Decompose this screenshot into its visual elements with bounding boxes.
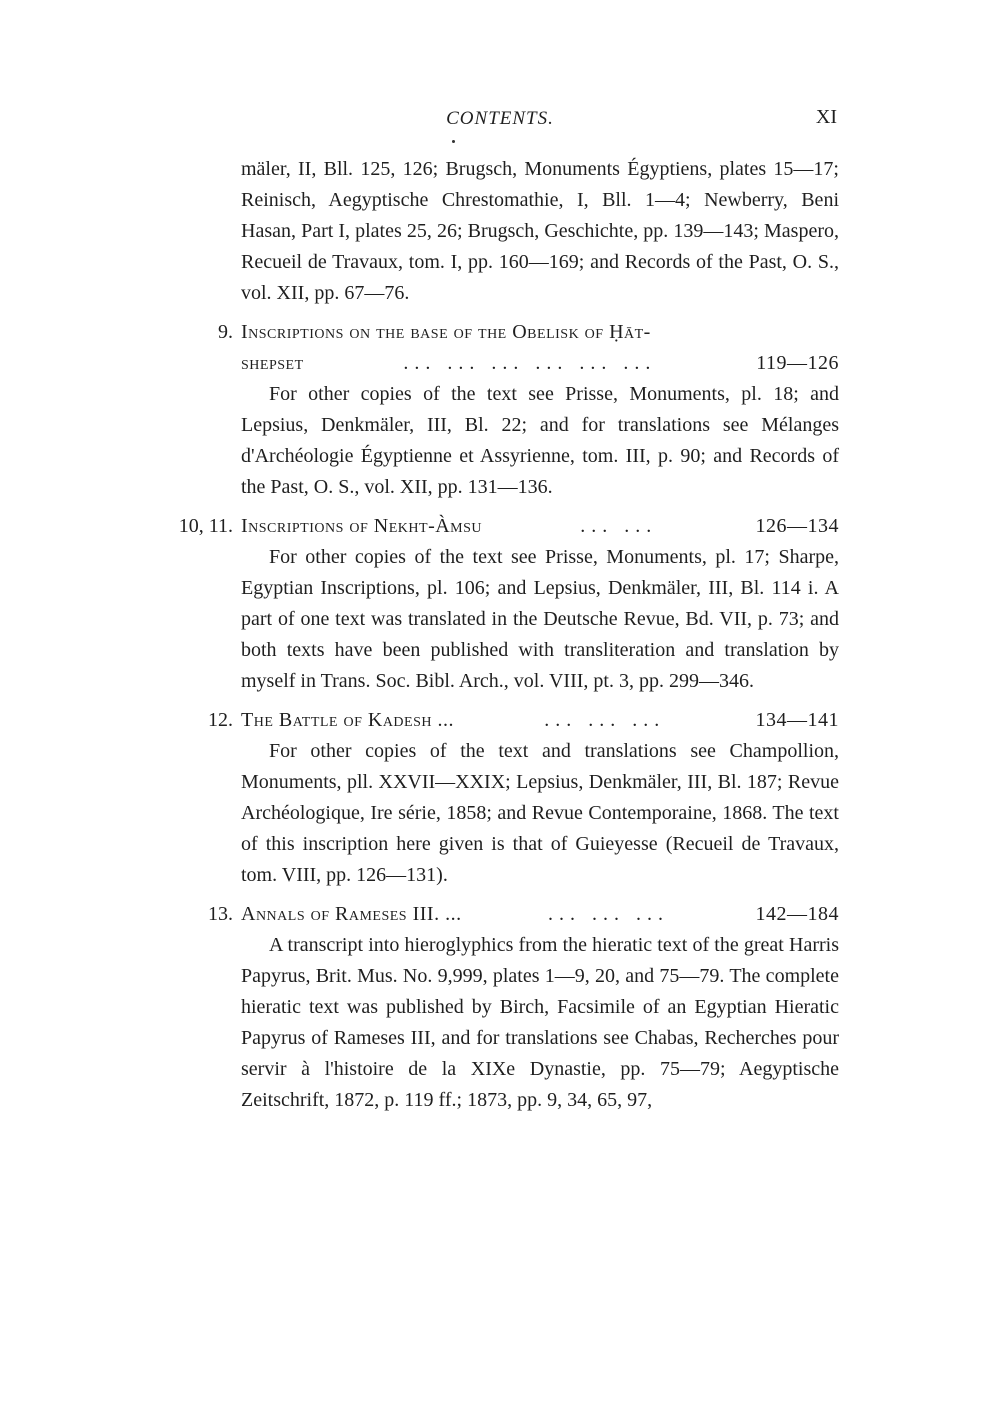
contents-entry-9 [218,317,839,503]
entry-title-line2-row [241,348,839,379]
entry-title-row [241,899,839,930]
entry-title-line1: Inscriptions on the base of the Obelisk of Ḥāt- [241,321,651,343]
entry-number: 9. [218,321,233,343]
entry-number: 10, 11. [178,515,233,537]
entry-description: For other copies of the text see Prisse, Monuments, pl. 17; Sharpe, Egyptian Inscriptions, pl. 106; and Lepsius, Denkmäler, III, Bl. 114 i. A part of one text was translated in the Deutsche Revue, Bd. VII, p. 73; and both texts have been published with transliteration and translation by myself in Trans. Soc. Bibl. Arch., vol. VIII, pt. 3, pp. 299—346. [241,546,839,692]
leader-dots: ... ... ... ... ... ... [403,352,657,374]
contents-entry-10-11 [178,511,839,697]
entry-title-row [241,705,839,736]
entry-title: The Battle of Kadesh ... [241,709,454,731]
entry-pages: 119—126 [756,352,839,374]
page-number: XI [815,106,837,128]
entry-description: A transcript into hieroglyphics from the hieratic text of the great Harris Papyrus, Brit. Mus. No. 9,999, plates 1—9, 20, and 75—79. The complete hieratic text was published by Birch, Facsimile of an Egyptian Hieratic Papyrus of Rameses III, and for translations see Chabas, Recherches pour servir à l'histoire de la XIXe Dynastie, pp. 75—79; Aegyptische Zeitschrift, 1872, p. 119 ff.; 1873, pp. 9, 34, 65, 97, [241,934,839,1111]
entry-pages: 126—134 [755,515,839,537]
entry-description: For other copies of the text see Prisse, Monuments, pl. 18; and Lepsius, Denkmäler, III, Bl. 22; and for translations see Mélanges d'Archéologie Égyptienne et Assyrienne, tom. III, p. 90; and Records of the Past, O. S., vol. XII, pp. 131—136. [241,383,839,498]
leader-dots: ... ... ... [544,709,666,731]
entry-pages: 134—141 [755,709,839,731]
running-head [0,104,1000,134]
entry-number: 12. [208,709,233,731]
entry-description: For other copies of the text and translations see Champollion, Monuments, pll. XXVII—XXIX; Lepsius, Denkmäler, III, Bl. 187; Revue Archéologique, Ire série, 1858; and Revue Contemporaine, 1868. The text of this inscription here given is that of Guieyesse (Recueil de Travaux, tom. VIII, pp. 126—131). [241,740,839,886]
entry-title [241,317,839,348]
entry-pages: 142—184 [755,903,839,925]
contents-entry-13 [208,899,839,1116]
entry-number: 13. [208,903,233,925]
leader-dots: ... ... ... [548,903,670,925]
entry-title-line2: shepset [241,352,304,374]
continuation-paragraph: mäler, II, Bll. 125, 126; Brugsch, Monuments Égyptiens, plates 15—17; Reinisch, Aegyptische Chrestomathie, I, Bll. 1—4; Newberry, Beni Hasan, Part I, plates 25, 26; Brugsch, Geschichte, pp. 139—143; Maspero, Recueil de Travaux, tom. I, pp. 160—169; and Records of the Past, O. S., vol. XII, pp. 67—76. [241,158,839,304]
contents-entry-12 [208,705,839,891]
entry-title: Annals of Rameses III. ... [241,903,462,925]
entry-title: Inscriptions of Nekht-Àmsu [241,515,483,537]
entry-title-row [241,511,839,542]
running-title: CONTENTS. [446,108,554,129]
contents-text [178,154,839,1116]
printer-mark [452,140,455,143]
leader-dots: ... ... [580,515,658,537]
